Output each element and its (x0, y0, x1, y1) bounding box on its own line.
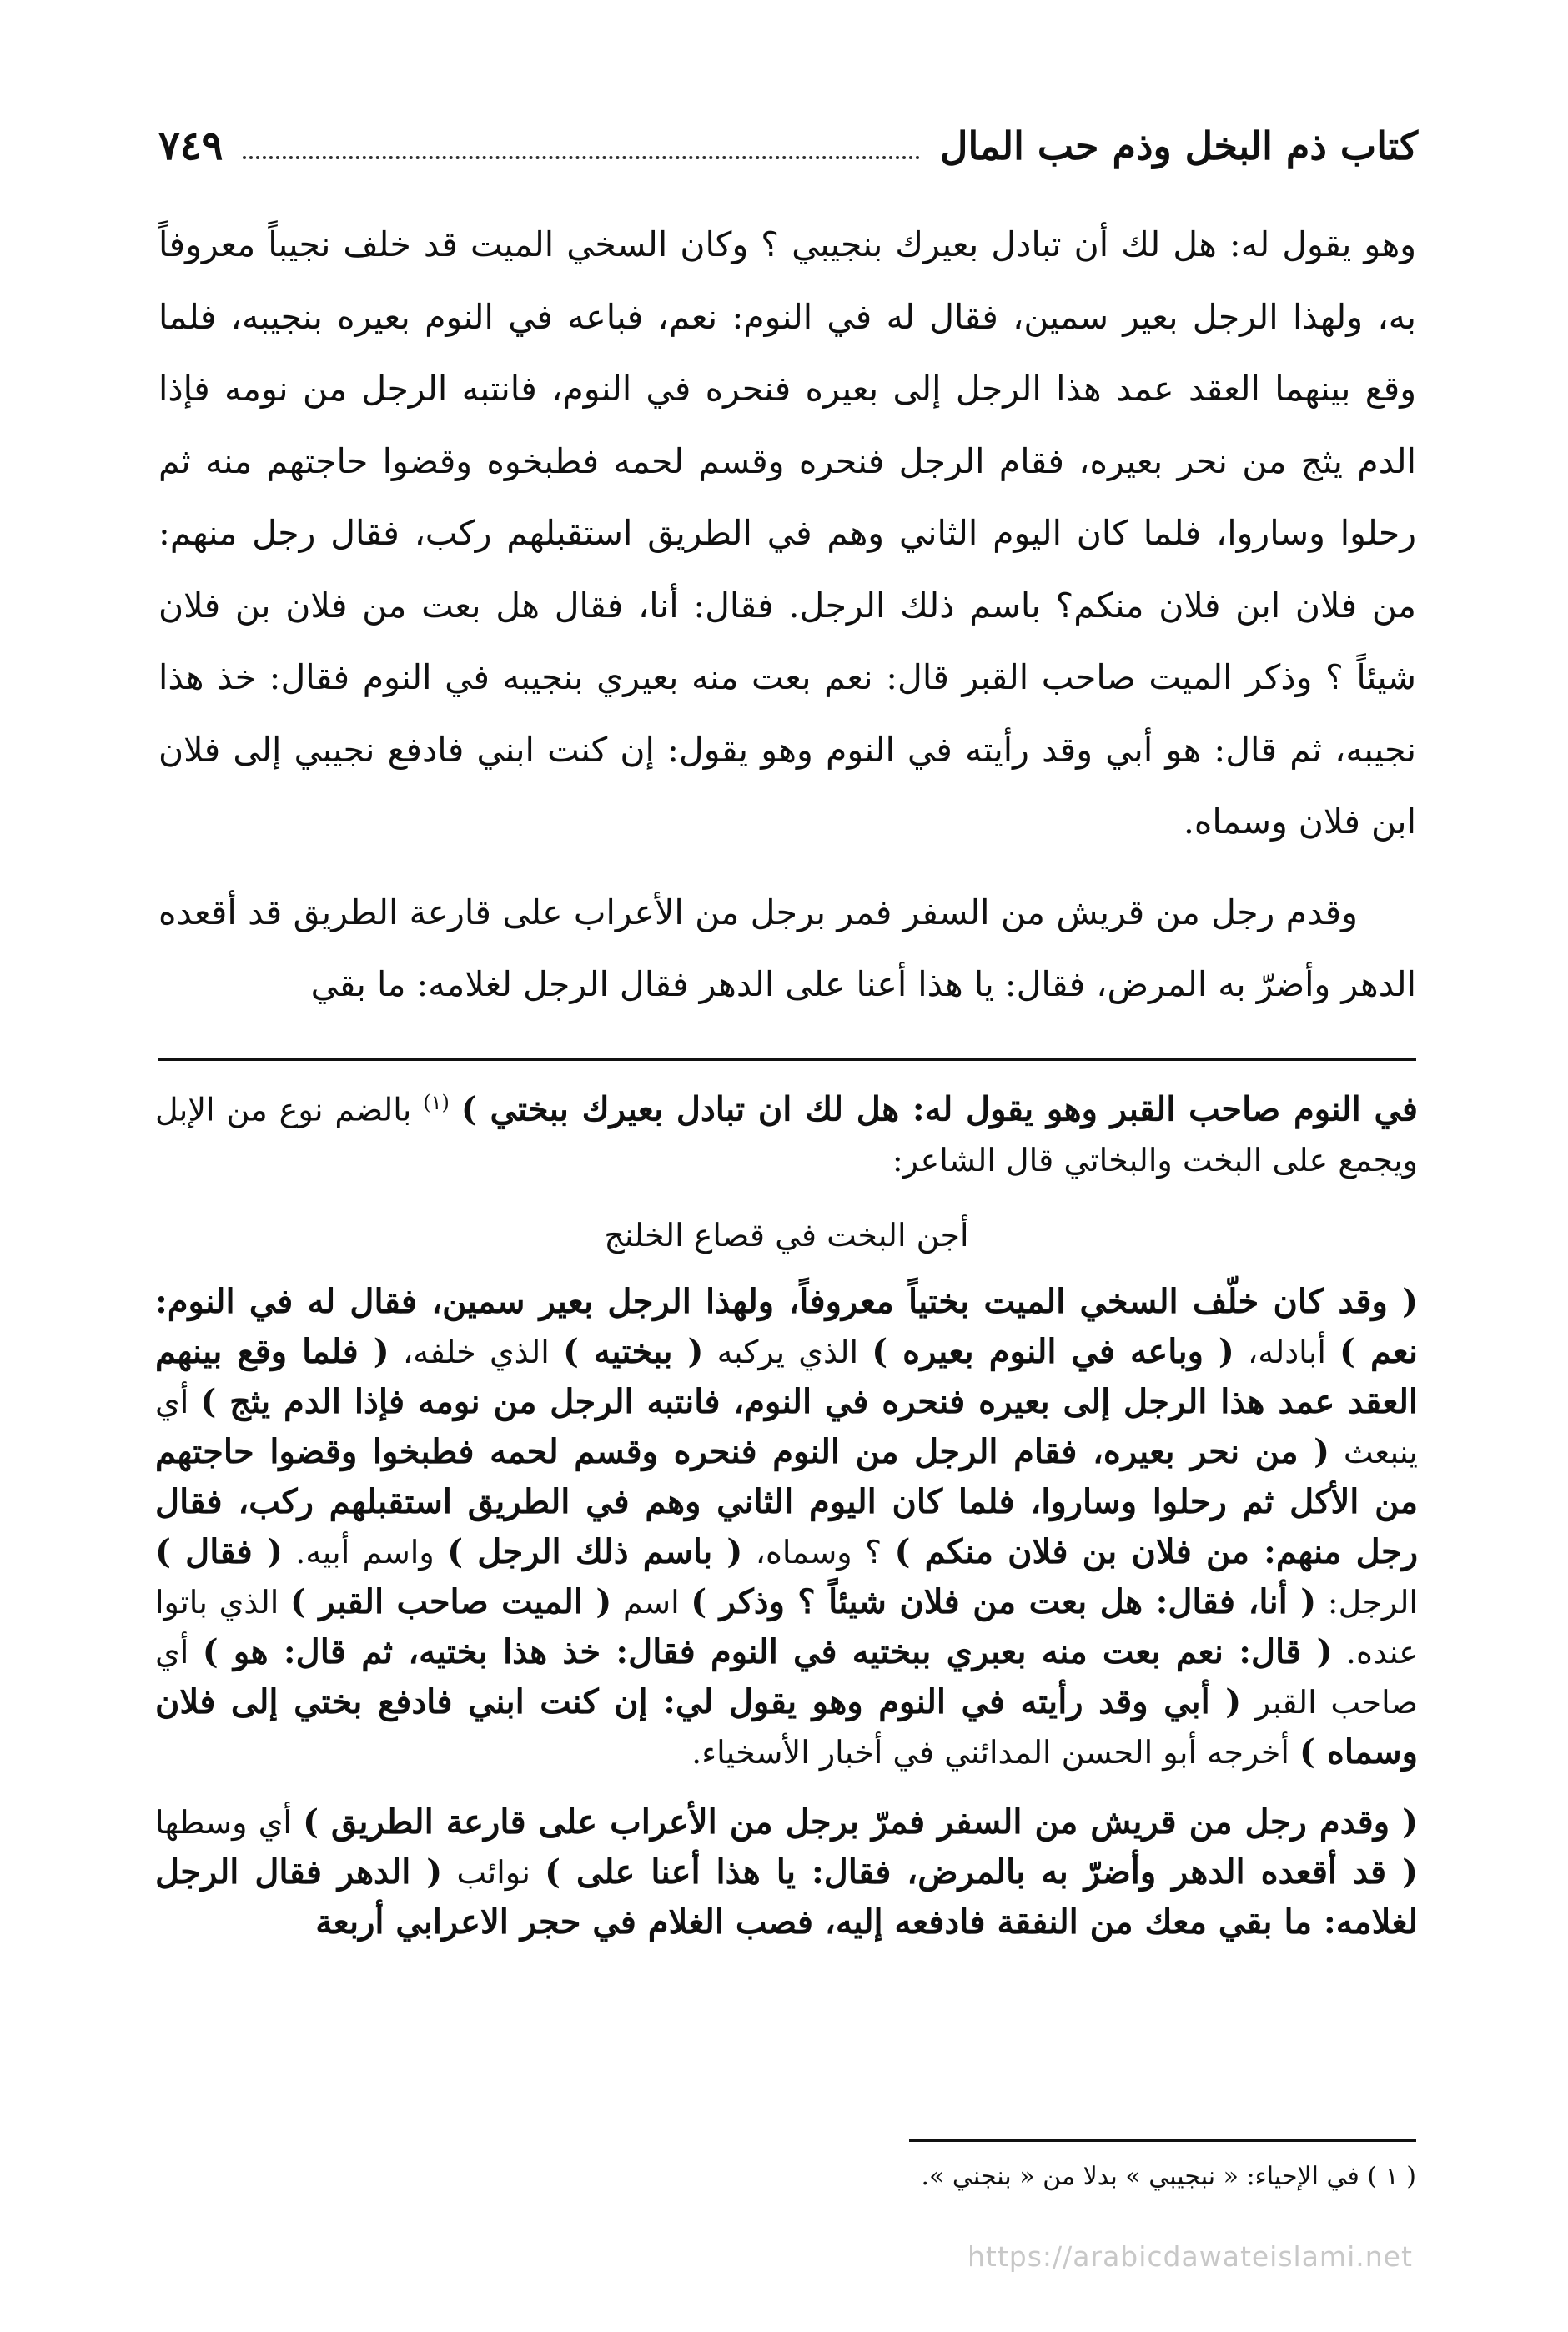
explanation-text: بالضم نوع من الإبل ويجمع على البخت والبخاتي قال الشاعر: (155, 1091, 1418, 1179)
explanation-text: ؟ وسماه، (742, 1533, 895, 1571)
commentary-paragraph (155, 1078, 1418, 1185)
quoted-text: ( وباعه في النوم بعيره ) (872, 1331, 1234, 1371)
quoted-text: ( الدهر فقال الرجل لغلامه: ما بقي معك من النفقة فادفعه إليه، فصب الغلام في حجر الاعرابي أربعة (155, 1852, 1418, 1942)
quoted-text: ( قال: نعم بعت منه بعبري ببختيه في النوم فقال: خذ هذا بختيه، ثم قال: هو ) (202, 1631, 1333, 1671)
footnote-divider (909, 2139, 1416, 2142)
commentary-paragraph (155, 1277, 1418, 1777)
quoted-text: في النوم صاحب القبر وهو يقول له: هل لك ان تبادل بعيرك ببختي ) (460, 1089, 1418, 1129)
page-header (158, 108, 1418, 183)
quoted-text: ( باسم ذلك الرجل ) (447, 1531, 743, 1571)
explanation-text: أبادله، (1234, 1333, 1340, 1370)
quoted-text: ( من نحر بعيره، فقام الرجل من النوم فنحره وقسم لحمه فطبخوا وقضوا حاجتهم من الأكل ثم رحلوا وساروا، فلما كان اليوم الثاني وهم في الطريق استقبلهم ركب، فقال رجل منهم: من فلان بن فلان منكم ) (155, 1431, 1419, 1571)
watermark-url: https://arabicdawateislami.net (967, 2240, 1413, 2273)
footnote: ( ١ ) في الإحياء: « نبجيبي » بدلا من « بنجني ». (921, 2162, 1416, 2191)
quoted-text: ( أنا، فقال: هل بعت من فلان شيئاً ؟ وذكر ) (691, 1581, 1317, 1621)
poetry-verse: أجن البخت في قصاع الخلنج (604, 1216, 969, 1254)
explanation-text: الذي باتوا عنده. (155, 1583, 1418, 1671)
commentary-paragraph (155, 1797, 1418, 1948)
explanation-text: واسم أبيه. (282, 1533, 448, 1571)
quoted-text: ( فقال ) (155, 1531, 283, 1571)
quoted-text: ( وقدم رجل من قريش من السفر فمرّ برجل من الأعراب على قارعة الطريق ) (303, 1802, 1418, 1842)
quoted-text: ( الميت صاحب القبر ) (290, 1581, 612, 1621)
explanation-text: أي وسطها (155, 1803, 304, 1841)
main-paragraph: وهو يقول له: هل لك أن تبادل بعيرك بنجيبي ؟ وكان السخي الميت قد خلف نجيباً معروفاً به، ولهذا الرجل بعير سمين، فقال له في النوم: نعم، فباعه في النوم بعيره بنجيبه، فلما وقع بينهما العقد عمد هذا الرجل إلى بعيره فنحره في النوم، فانتبه الرجل من نومه فإذا الدم يثج من نحر بعيره، فقام الرجل فنحره وقسم لحمه فطبخوه وقضوا حاجتهم منه ثم رحلوا وساروا، فلما كان اليوم الثاني وهم في الطريق استقبلهم ركب، فقال رجل منهم: من فلان ابن فلان منكم؟ باسم ذلك الرجل. فقال: أنا، فقال هل بعت من فلان بن فلان شيئاً ؟ وذكر الميت صاحب القبر قال: نعم بعت منه بعيري بنجيبه في النوم فقال: خذ هذا نجيبه، ثم قال: هو أبي وقد رأيته في النوم وهو يقول: إن كنت ابني فادفع نجيبي إلى فلان ابن فلان وسماه. (158, 224, 1416, 842)
explanation-text: اسم (611, 1583, 691, 1621)
explanation-text: الرجل: (1316, 1583, 1418, 1621)
main-paragraph: وقدم رجل من قريش من السفر فمر برجل من الأعراب على قارعة الطريق قد أقعده الدهر وأضرّ به المرض، فقال: يا هذا أعنا على الدهر فقال الرجل لغلامه: ما بقي (158, 892, 1416, 1004)
quoted-text: ( أبي وقد رأيته في النوم وهو يقول لي: إن كنت ابني فادفع بختي إلى فلان وسماه ) (155, 1681, 1418, 1772)
running-title: كتاب ذم البخل وذم حب المال (940, 123, 1418, 168)
footnote-reference: (١) (423, 1091, 450, 1114)
explanation-text: أي ينبعث (155, 1383, 1419, 1470)
page-number: ٧٤٩ (158, 123, 224, 169)
explanation-text: نوائب (442, 1853, 545, 1891)
explanation-text: أي صاحب القبر (155, 1633, 1418, 1721)
main-text (158, 209, 1416, 1021)
quoted-text: ( ببختيه ) (562, 1331, 704, 1371)
commentary-text (155, 1078, 1418, 1948)
quoted-text: ( قد أقعده الدهر وأضرّ به بالمرض، فقال: يا هذا أعنا على ) (545, 1852, 1418, 1892)
explanation-text: أخرجه أبو الحسن المدائني في أخبار الأسخياء. (691, 1733, 1300, 1771)
explanation-text: الذي يركبه (703, 1333, 872, 1370)
header-dot-leader (243, 156, 920, 159)
quoted-text: ( فلما وقع بينهم العقد عمد هذا الرجل إلى بعيره فنحره في النوم، فانتبه الرجل من نومه فإذا الدم يثج ) (155, 1331, 1418, 1421)
explanation-text: الذي خلفه، (389, 1333, 563, 1370)
section-divider (158, 1058, 1416, 1061)
quoted-text: ( وقد كان خلّف السخي الميت بختياً معروفاً، ولهذا الرجل بعير سمين، فقال له في النوم: نعم ) (155, 1281, 1419, 1371)
